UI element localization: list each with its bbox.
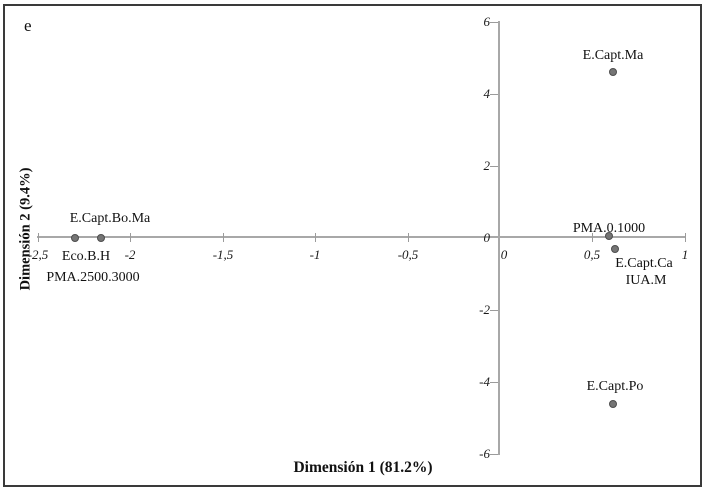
data-point bbox=[609, 68, 617, 76]
y-tick bbox=[490, 166, 498, 167]
y-tick-label: -6 bbox=[479, 446, 490, 461]
x-tick bbox=[223, 233, 224, 242]
point-label: PMA.0.1000 bbox=[572, 221, 646, 236]
y-tick bbox=[490, 310, 498, 311]
x-tick-label: -1,5 bbox=[212, 247, 234, 262]
x-tick-label: 0,5 bbox=[583, 247, 601, 262]
x-tick bbox=[38, 233, 39, 242]
y-tick-label: -2 bbox=[479, 302, 490, 317]
data-point bbox=[611, 245, 619, 253]
y-tick bbox=[490, 382, 498, 383]
y-axis-line bbox=[498, 21, 500, 455]
x-axis-title: Dimensión 1 (81.2%) bbox=[293, 459, 433, 476]
x-tick-label: -0,5 bbox=[397, 247, 419, 262]
y-axis-title: Dimensión 2 (9.4%) bbox=[17, 167, 34, 291]
data-point bbox=[71, 234, 79, 242]
y-tick-label: 4 bbox=[483, 86, 490, 101]
panel-letter: e bbox=[24, 16, 32, 35]
x-tick-label: 0 bbox=[500, 247, 508, 262]
y-tick-label: 0 bbox=[483, 230, 490, 245]
x-tick-label: -1 bbox=[309, 247, 321, 262]
point-label: E.Capt.Ma bbox=[582, 48, 644, 63]
y-tick bbox=[490, 22, 498, 23]
y-tick-label: 6 bbox=[483, 14, 490, 29]
y-tick-label: -4 bbox=[479, 374, 490, 389]
point-label: PMA.2500.3000 bbox=[46, 270, 140, 285]
point-label: E.Capt.Po bbox=[586, 379, 644, 394]
y-tick bbox=[490, 454, 498, 455]
point-label: IUA.M bbox=[625, 273, 667, 288]
y-tick-label: 2 bbox=[483, 158, 490, 173]
x-tick bbox=[685, 233, 686, 242]
x-tick-label: 1 bbox=[681, 247, 689, 262]
point-label: E.Capt.Bo.Ma bbox=[69, 211, 151, 226]
point-label: Eco.B.H bbox=[61, 249, 111, 264]
x-tick-label: -2 bbox=[124, 247, 136, 262]
data-point bbox=[609, 400, 617, 408]
x-tick-label: -2,5 bbox=[27, 247, 49, 262]
y-tick bbox=[490, 94, 498, 95]
x-tick bbox=[408, 233, 409, 242]
x-tick bbox=[130, 233, 131, 242]
point-label: E.Capt.Ca bbox=[615, 256, 673, 271]
x-tick bbox=[315, 233, 316, 242]
data-point bbox=[97, 234, 105, 242]
